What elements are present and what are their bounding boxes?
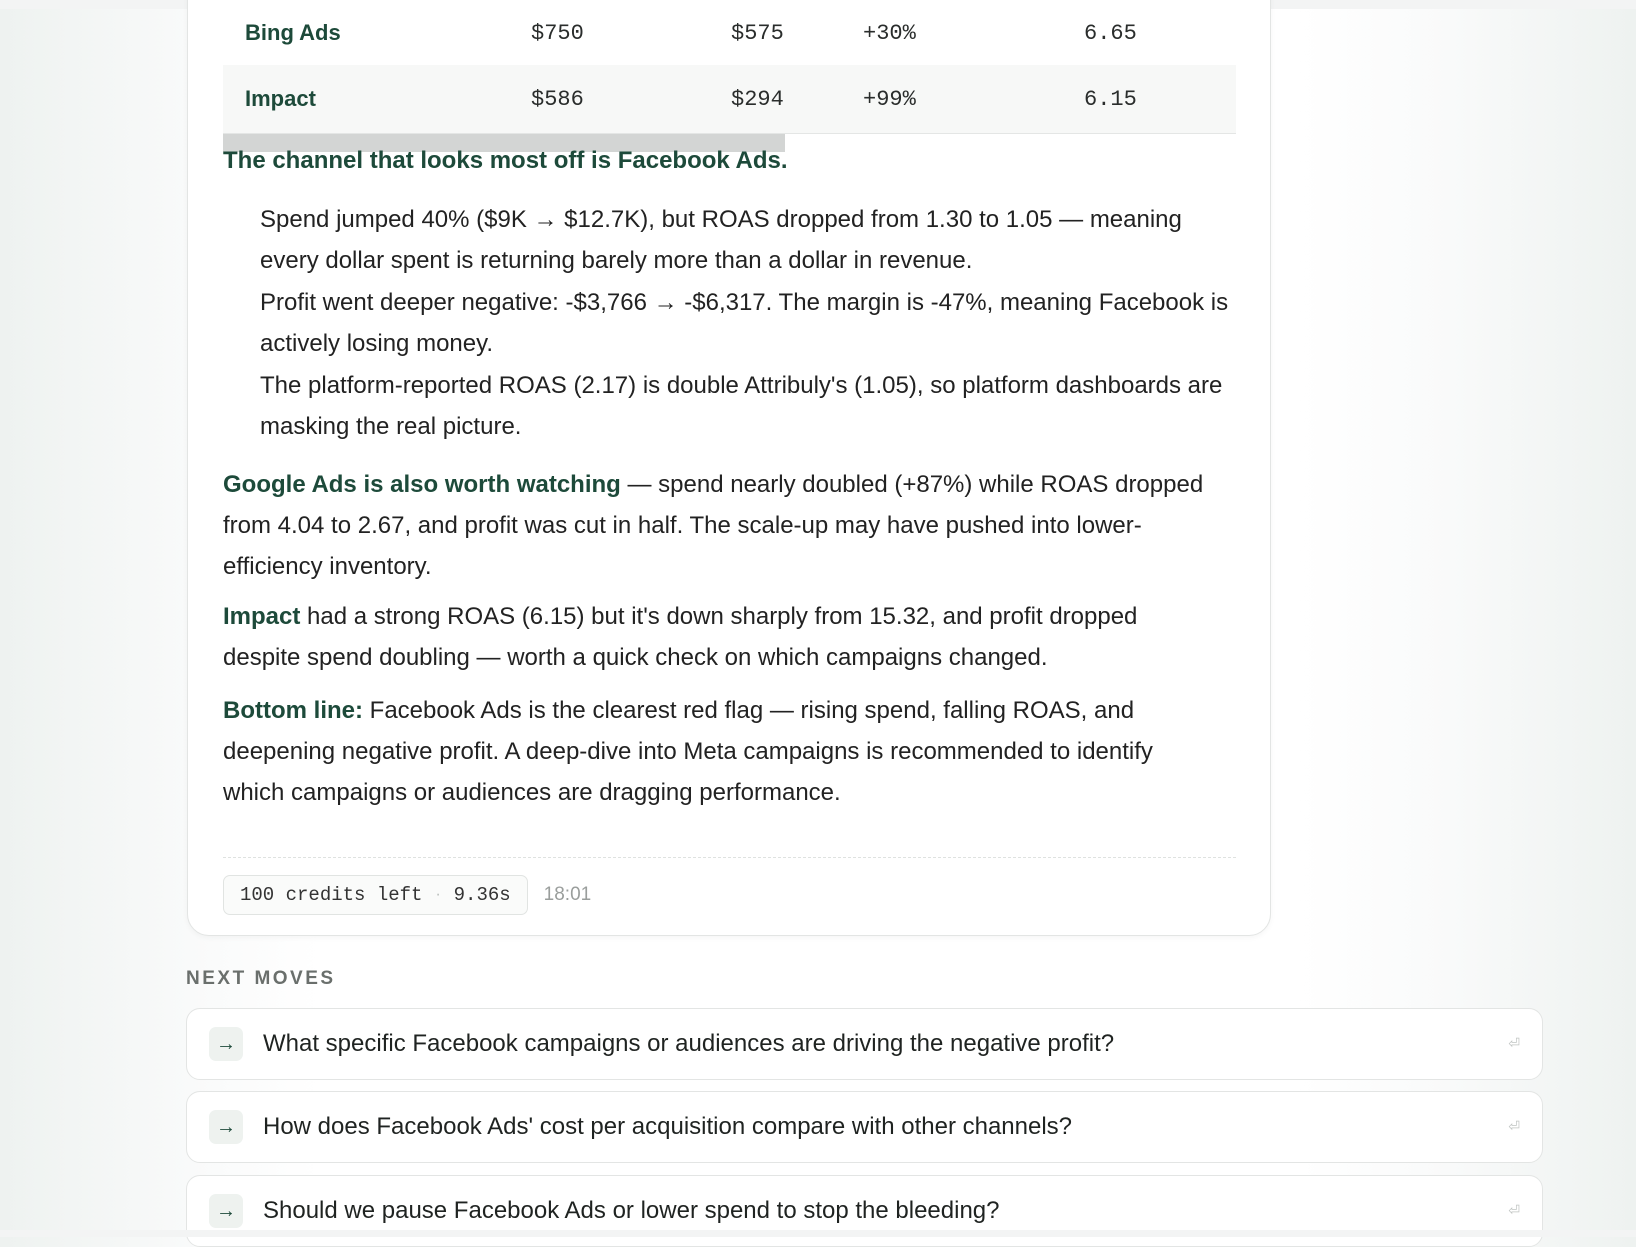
paragraph-text: had a strong ROAS (6.15) but it's down sharply from 15.32, and profit dropped despite spend doubling — worth a quick check on which campaigns changed.	[223, 603, 1138, 671]
channel-name: Bing Ads	[245, 20, 341, 45]
paragraph-lead: Bottom line:	[223, 697, 363, 724]
suggestion-text: How does Facebook Ads' cost per acquisition compare with other channels?	[263, 1113, 1073, 1140]
credits-badge	[223, 875, 528, 915]
arrow-right-icon: →	[209, 1110, 243, 1144]
channel-name: Impact	[245, 86, 316, 111]
roas-cell: 6.65	[1084, 20, 1137, 46]
analysis-bullet-list	[260, 199, 1235, 448]
suggestion-text: Should we pause Facebook Ads or lower spend to stop the bleeding?	[263, 1197, 1000, 1224]
suggestion-text: What specific Facebook campaigns or audiences are driving the negative profit?	[263, 1030, 1115, 1057]
paragraph-lead: Google Ads is also worth watching	[223, 471, 621, 498]
prev-spend-cell: $294	[731, 86, 784, 112]
paragraph-google-ads	[223, 464, 1218, 587]
table-row	[223, 65, 1236, 134]
table-row	[223, 1, 1236, 66]
paragraph-lead: Impact	[223, 603, 301, 630]
next-move-suggestion[interactable]	[186, 1008, 1543, 1080]
paragraph-text: — spend nearly doubled (+87%) while ROAS dropped from 4.04 to 2.67, and profit was cut in half. The scale-up may have pushed into lower-efficiency inventory.	[223, 471, 1204, 580]
bottom-strip	[0, 1230, 1636, 1237]
roas-cell: 6.15	[1084, 86, 1137, 112]
enter-key-icon: ⏎	[1508, 1118, 1520, 1134]
arrow-right-icon: →	[209, 1027, 243, 1061]
response-meta	[223, 874, 591, 916]
assistant-response-card	[187, 0, 1271, 936]
analysis-heading: The channel that looks most off is Facebook Ads.	[223, 147, 788, 174]
paragraph-bottom-line	[223, 690, 1218, 813]
prev-spend-cell: $575	[731, 20, 784, 46]
response-timestamp: 18:01	[543, 884, 592, 905]
list-item: Spend jumped 40% ($9K → $12.7K), but ROAS dropped from 1.30 to 1.05 — meaning every dollar spent is returning barely more than a dollar in revenue.	[260, 206, 1182, 274]
enter-key-icon: ⏎	[1508, 1035, 1520, 1051]
channel-table	[223, 1, 1236, 112]
list-item: The platform-reported ROAS (2.17) is double Attribuly's (1.05), so platform dashboards are masking the real picture.	[260, 372, 1223, 440]
arrow-right-icon: →	[209, 1194, 243, 1228]
spend-cell: $586	[531, 86, 584, 112]
paragraph-impact	[223, 596, 1218, 678]
change-cell: +99%	[863, 86, 916, 112]
next-moves-label: NEXT MOVES	[186, 968, 336, 989]
credits-left: 100 credits left	[240, 884, 423, 906]
divider	[223, 857, 1236, 858]
change-cell: +30%	[863, 20, 916, 46]
paragraph-text: Facebook Ads is the clearest red flag — rising spend, falling ROAS, and deepening negative profit. A deep-dive into Meta campaigns is recommended to identify which campaigns or audiences are dragging performance.	[223, 697, 1153, 806]
list-item: Profit went deeper negative: -$3,766 → -$6,317. The margin is -47%, meaning Facebook is actively losing money.	[260, 289, 1229, 357]
spend-cell: $750	[531, 20, 584, 46]
enter-key-icon: ⏎	[1508, 1202, 1520, 1218]
next-move-suggestion[interactable]	[186, 1091, 1543, 1163]
response-duration: 9.36s	[453, 884, 511, 906]
separator-dot: ·	[434, 888, 442, 902]
